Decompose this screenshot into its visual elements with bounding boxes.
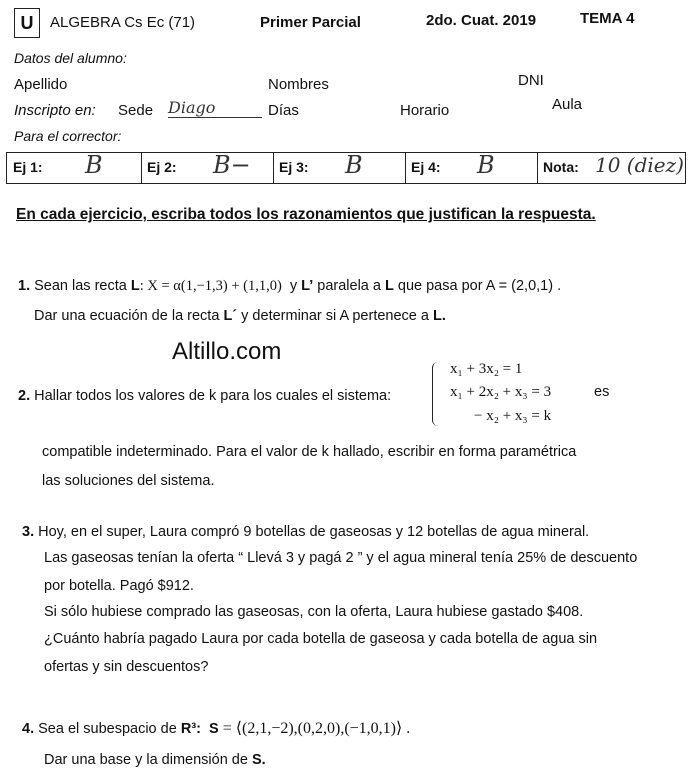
question-4-line-1 (22, 718, 410, 738)
exam-code-letter: U (20, 12, 34, 33)
q1-equation: : X = α(1,−1,3) + (1,1,0) (139, 278, 282, 294)
grade-value: B (345, 151, 363, 179)
grade-value: B (477, 151, 495, 179)
q4-space-R3: R³: (180, 721, 201, 737)
system-equation-2: x₁ + 2x₂ + x₃ = 3 (450, 384, 552, 400)
instruction-heading: En cada ejercicio, escriba todos los razonamientos que justifican la respuesta. (16, 206, 596, 223)
q1-text: paralela a (317, 278, 381, 294)
q4-equation: = ⟨(2,1,−2),(0,2,0),(−1,0,1)⟩ . (222, 720, 411, 737)
grade-value: B (85, 151, 103, 179)
question-number: 1. (18, 278, 31, 294)
q1-text: y (289, 278, 298, 294)
grade-label: Ej 2: (147, 159, 177, 175)
exam-code-box (14, 8, 40, 38)
grade-label: Nota: (543, 159, 579, 175)
exam-period: 2do. Cuat. 2019 (426, 12, 537, 29)
q1-line-Lp: L’ (301, 278, 314, 294)
question-3-line-6: ofertas y sin descuentos? (44, 659, 209, 675)
q1-line-L: L (384, 278, 394, 294)
grade-cell-ej3 (273, 153, 406, 183)
grade-label: Ej 3: (279, 159, 309, 175)
grade-label: Ej 1: (13, 159, 43, 175)
corrector-label: Para el corrector: (14, 128, 122, 144)
q1-line-Lp: L´ (223, 308, 238, 324)
question-1-line-2 (34, 308, 446, 324)
q4-text: Dar una base y la dimensión de (44, 752, 248, 768)
q2-text: Hallar todos los valores de k para los cuales el sistema: (34, 388, 392, 404)
question-number: 2. (18, 388, 31, 404)
q1-line-L: L. (433, 308, 446, 324)
grade-cell-ej2 (141, 153, 274, 183)
system-equation-1: x₁ + 3x₂ = 1 (450, 361, 523, 377)
question-2-line-1 (18, 388, 391, 404)
q4-text: Sea el subespacio de (38, 721, 177, 737)
grade-cell-nota (537, 153, 685, 183)
q4-subspace-S: S. (251, 752, 266, 768)
grade-table (6, 152, 686, 184)
q1-text: que pasa por A = (2,0,1) . (397, 278, 562, 294)
dias-label: Días (268, 102, 299, 119)
question-number: 3. (22, 524, 35, 540)
q1-text: Dar una ecuación de la recta (34, 308, 220, 324)
nombres-label: Nombres (268, 76, 329, 93)
sede-label: Sede (118, 102, 154, 119)
question-2-line-2: compatible indeterminado. Para el valor de k hallado, escribir en forma paramétrica (42, 444, 577, 460)
q4-subspace-S: S (209, 721, 219, 737)
question-3-line-5: ¿Cuánto habría pagado Laura por cada botella de gaseosa y cada botella de agua sin (44, 631, 598, 647)
q1-text: Sean las recta (34, 278, 127, 294)
grade-label: Ej 4: (411, 159, 441, 175)
system-brace (432, 362, 443, 426)
question-3-line-3: por botella. Pagó $912. (44, 578, 194, 594)
q2-es: es (594, 384, 610, 400)
exam-tema: TEMA 4 (580, 10, 635, 27)
dni-label: DNI (518, 72, 544, 89)
question-1-line-1 (18, 278, 561, 295)
question-3-line-2: Las gaseosas tenían la oferta “ Llevá 3 y pagá 2 ” y el agua mineral tenía 25% de descuento (44, 550, 638, 566)
course-title: ALGEBRA Cs Ec (71) (50, 14, 196, 31)
grade-cell-ej1 (7, 153, 142, 183)
horario-label: Horario (400, 102, 450, 119)
question-3-line-1 (22, 524, 589, 540)
grade-value: 10 (diez) (595, 153, 684, 177)
question-4-line-2 (44, 752, 266, 768)
sede-value: Diago (168, 98, 262, 118)
apellido-label: Apellido (14, 76, 68, 93)
student-section-label: Datos del alumno: (14, 50, 127, 66)
watermark-text: Altillo.com (172, 338, 282, 365)
q3-text: Hoy, en el super, Laura compró 9 botellas de gaseosas y 12 botellas de agua mineral. (38, 524, 590, 540)
q1-line-L: L (130, 278, 140, 294)
q1-text: y determinar si A pertenece a (241, 308, 429, 324)
question-3-line-4: Si sólo hubiese comprado las gaseosas, con la oferta, Laura hubiese gastado $408. (44, 604, 584, 620)
question-number: 4. (22, 721, 35, 737)
question-2-line-3: las soluciones del sistema. (42, 473, 215, 489)
system-equation-3: − x₂ + x₃ = k (474, 408, 552, 424)
grade-value: B− (213, 151, 251, 179)
inscripto-label: Inscripto en: (14, 102, 96, 119)
aula-label: Aula (552, 96, 583, 113)
grade-cell-ej4 (405, 153, 538, 183)
exam-name: Primer Parcial (260, 14, 361, 31)
